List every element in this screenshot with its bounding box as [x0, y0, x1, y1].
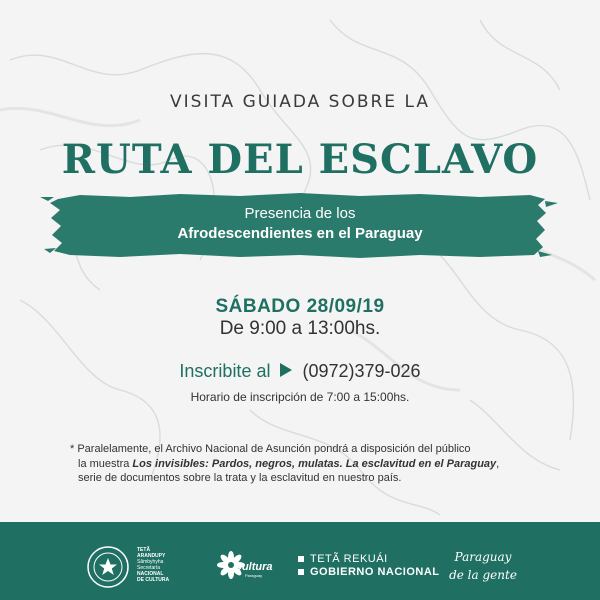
- ministry-l6: DE CULTURA: [137, 577, 170, 583]
- ministry-logo-text: [137, 547, 169, 583]
- event-title: RUTA DEL ESCLAVO: [61, 136, 539, 183]
- national-seal-icon: [86, 545, 130, 589]
- footnote-prefix: la muestra: [78, 457, 133, 470]
- slogan-l1: Paraguay: [454, 550, 512, 564]
- registration-label: Inscribite al: [179, 361, 271, 381]
- slogan-l2: de la gente: [449, 568, 517, 582]
- ministry-l5: NACIONAL: [137, 571, 164, 577]
- footnote-line-1: * Paralelamente, el Archivo Nacional de Asunción pondrá a disposición del público: [70, 443, 471, 455]
- ministry-l3: Sãmbyhyha: [137, 559, 164, 565]
- government-logo: [298, 553, 440, 579]
- footnote-line-3: serie de documentos sobre la trata y la esclavitud en nuestro país.: [78, 472, 402, 484]
- square-bullet-icon: [298, 569, 304, 575]
- banner-text: [0, 204, 600, 244]
- cultura-logo-text: Cultura: [234, 561, 273, 573]
- registration-schedule: Horario de inscripción de 7:00 a 15:00hs.: [190, 390, 410, 404]
- ministry-l2: ARANDUPY: [137, 553, 166, 559]
- footnote: [70, 442, 548, 486]
- play-icon: [280, 363, 292, 377]
- government-l1: TETÃ REKUÁI: [310, 553, 388, 565]
- exhibit-title: Los invisibles: Pardos, negros, mulatas. La esclavitud en el Paraguay: [132, 457, 497, 470]
- ministry-l4: Secretaría: [137, 565, 161, 571]
- footnote-suffix: ,: [496, 457, 500, 470]
- event-type-heading: VISITA GUIADA SOBRE LA: [170, 92, 430, 112]
- government-l2: GOBIERNO NACIONAL: [310, 566, 440, 578]
- banner-line-2: Afrodescendientes en el Paraguay: [177, 225, 423, 242]
- registration-phone: (0972)379-026: [302, 361, 421, 381]
- square-bullet-icon: [298, 556, 304, 562]
- cultura-logo-sub: Paraguay: [245, 573, 263, 578]
- banner-line-1: Presencia de los: [244, 205, 356, 222]
- ministry-l1: TETÃ: [137, 547, 151, 553]
- event-hours: De 9:00 a 13:00hs.: [219, 318, 381, 339]
- registration-line: [0, 361, 600, 382]
- event-date: SÁBADO 28/09/19: [215, 296, 385, 317]
- footnote-line-2: [78, 457, 548, 472]
- slogan-logo: [448, 548, 518, 584]
